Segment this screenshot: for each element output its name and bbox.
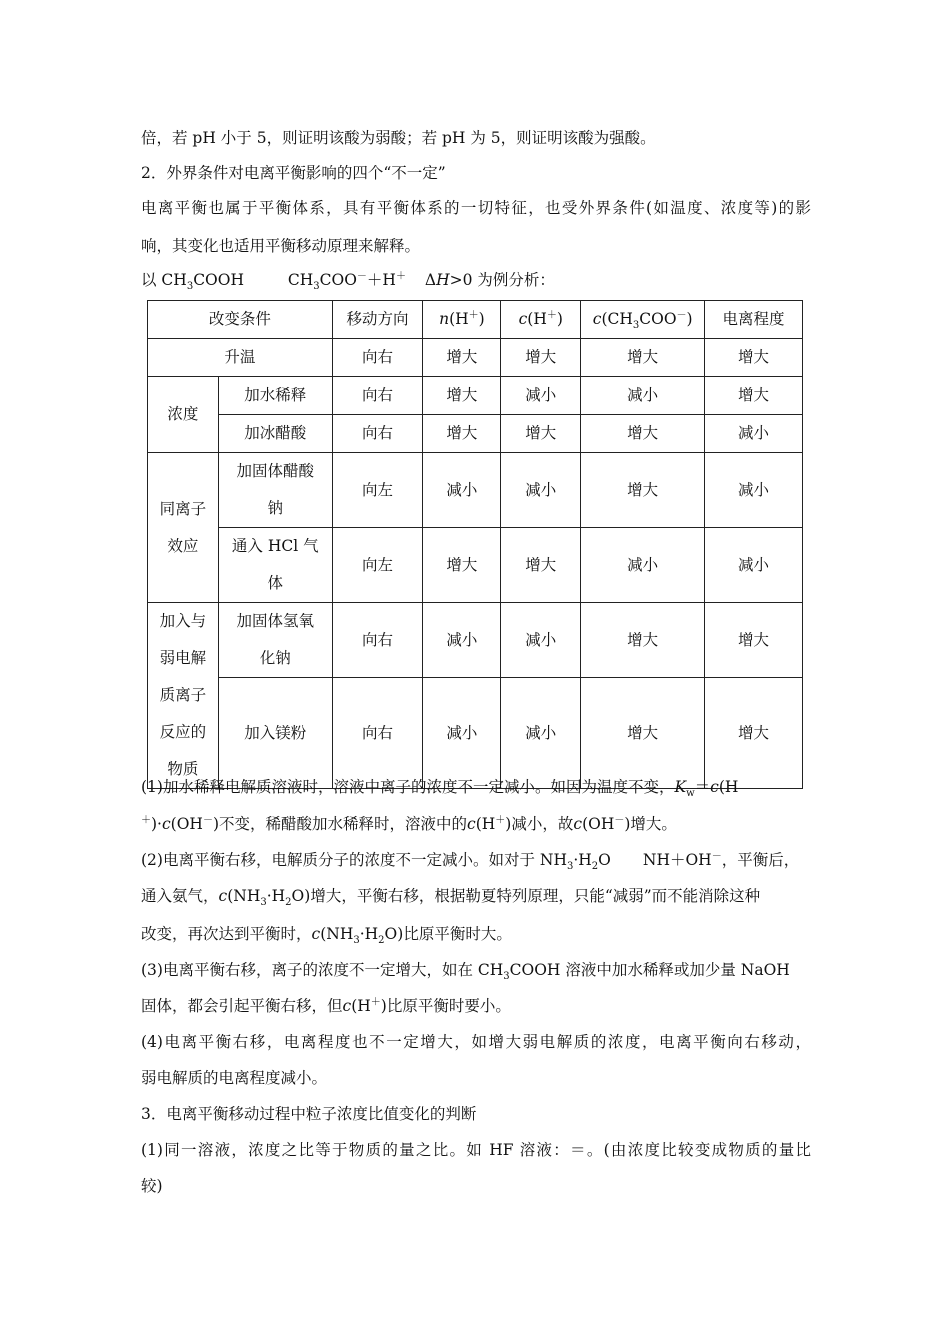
table-cell: 向右	[332, 678, 423, 789]
table-cell: 增大	[705, 603, 803, 678]
note-3-line2: 固体，都会引起平衡右移，但c(H＋)比原平衡时要小。	[141, 996, 511, 1015]
table-cell: 增大	[581, 339, 705, 377]
table-cell: 减小	[705, 415, 803, 453]
table-cell: 向右	[332, 339, 423, 377]
header-c-acetate: $c(CH_3COO^-)$	[581, 301, 705, 339]
table-cell: 减小	[423, 603, 501, 678]
group-label-reacting-substance	[148, 603, 219, 789]
condition-line: 化钠	[259, 649, 291, 667]
condition-cell: 加入镁粉	[218, 678, 332, 789]
condition-line: 通入 HCl 气	[231, 537, 319, 555]
table-row	[148, 415, 803, 453]
table-cell: 向右	[332, 603, 423, 678]
table-cell: 减小	[581, 377, 705, 415]
note-2-line3: 改变，再次达到平衡时，$c(NH_3\cdot H_2O)$比原平衡时大。	[141, 925, 512, 947]
table-cell: 增大	[423, 528, 501, 603]
note-2-line1: (2)电离平衡右移，电解质分子的浓度不一定减小。如对于 $NH_3\cdot H_2O$ NH＋OH－，平衡后，	[141, 850, 800, 873]
condition-line: 体	[267, 574, 284, 592]
group-label-line: 同离子	[159, 499, 207, 518]
group-label-line: 质离子	[159, 686, 207, 704]
condition-cell	[218, 603, 332, 678]
table-cell: 减小	[423, 453, 501, 528]
equilibrium-example: 以 $CH_3COOH$ $CH_3COO^-+H^+$ ΔH>0 为例分析：	[141, 270, 555, 293]
table-cell: 减小	[581, 528, 705, 603]
table-cell: 增大	[423, 377, 501, 415]
table-cell: 增大	[423, 415, 501, 453]
header-n-h: n(H＋)	[423, 301, 501, 339]
section3-heading: 3．电离平衡移动过程中粒子浓度比值变化的判断	[141, 1105, 477, 1123]
table-cell: 减小	[501, 603, 581, 678]
table-cell: 减小	[705, 453, 803, 528]
group-label-concentration: 浓度	[148, 377, 219, 453]
group-label-line: 效应	[167, 536, 199, 555]
table-cell: 增大	[501, 528, 581, 603]
condition-cell	[218, 528, 332, 603]
note-4-line1: (4)电离平衡右移，电离程度也不一定增大，如增大弱电解质的浓度，电离平衡向右移动，	[141, 1033, 811, 1051]
equilibrium-effects-table	[147, 300, 803, 789]
table-header-row	[148, 301, 803, 339]
table-cell: 增大	[705, 339, 803, 377]
intro-line: 倍，若 pH 小于 5，则证明该酸为弱酸；若 pH 为 5，则证明该酸为强酸。	[141, 129, 656, 147]
table-cell: 增大	[581, 678, 705, 789]
section2-paragraph-line1: 电离平衡也属于平衡体系，具有平衡体系的一切特征，也受外界条件(如温度、浓度等)的影	[141, 199, 811, 217]
table-cell: 增大	[423, 339, 501, 377]
section2-paragraph-line2: 响，其变化也适用平衡移动原理来解释。	[141, 237, 421, 255]
header-c-h: c(H＋)	[501, 301, 581, 339]
table-cell: 增大	[501, 415, 581, 453]
note-4-line2: 弱电解质的电离程度减小。	[141, 1069, 328, 1087]
table-row	[148, 339, 803, 377]
note-1-line1: (1)加水稀释电解质溶液时，溶液中离子的浓度不一定减小。如因为温度不变，$K_w=c(H$	[141, 778, 739, 800]
table-cell: 增大	[581, 453, 705, 528]
header-direction: 移动方向	[332, 301, 423, 339]
condition-cell	[218, 453, 332, 528]
table-cell: 增大	[581, 415, 705, 453]
section3-line1: (1)同一溶液，浓度之比等于物质的量之比。如 HF 溶液：＝。(由浓度比较变成物质的量比	[141, 1141, 811, 1159]
table-cell: 向左	[332, 528, 423, 603]
table-row	[148, 603, 803, 678]
table-cell: 增大	[705, 678, 803, 789]
condition-line: 钠	[267, 499, 284, 517]
table-row	[148, 377, 803, 415]
table-row	[148, 678, 803, 789]
table-cell: 增大	[581, 603, 705, 678]
table-cell: 减小	[705, 528, 803, 603]
note-1-line2: ＋)·c(OH－)不变，稀醋酸加水稀释时，溶液中的c(H＋)减小，故c(OH－)增大。	[141, 814, 677, 833]
note-3-line1: (3)电离平衡右移，离子的浓度不一定增大，如在 $CH_3COOH$ 溶液中加水稀释或加少量 NaOH	[141, 961, 790, 983]
group-label-common-ion	[148, 453, 219, 603]
table-cell: 减小	[501, 678, 581, 789]
group-label-line: 反应的	[159, 723, 207, 741]
group-label-line: 加入与	[159, 612, 207, 630]
section3-line2: 较)	[141, 1177, 163, 1195]
table-cell: 向右	[332, 415, 423, 453]
group-label-line: 弱电解	[159, 649, 207, 667]
condition-line: 加固体氢氧	[236, 612, 315, 630]
header-ionization-degree: 电离程度	[705, 301, 803, 339]
condition-cell: 加冰醋酸	[218, 415, 332, 453]
table-cell: 减小	[423, 678, 501, 789]
section2-heading: 2．外界条件对电离平衡影响的四个“不一定”	[141, 164, 446, 182]
note-2-line2: 通入氨气，$c(NH_3\cdot H_2O)$增大，平衡右移，根据勒夏特列原理，只能“减弱”而不能消除这种	[141, 887, 761, 909]
table-cell: 向右	[332, 377, 423, 415]
condition-cell: 加水稀释	[218, 377, 332, 415]
condition-cell: 升温	[148, 339, 333, 377]
condition-line: 加固体醋酸	[236, 462, 315, 480]
table-cell: 向左	[332, 453, 423, 528]
table-cell: 增大	[501, 339, 581, 377]
header-condition: 改变条件	[148, 301, 333, 339]
group-label-line: 物质	[167, 760, 199, 778]
table-cell: 增大	[705, 377, 803, 415]
table-cell: 减小	[501, 453, 581, 528]
table-cell: 减小	[501, 377, 581, 415]
table-row	[148, 453, 803, 528]
table-row	[148, 528, 803, 603]
